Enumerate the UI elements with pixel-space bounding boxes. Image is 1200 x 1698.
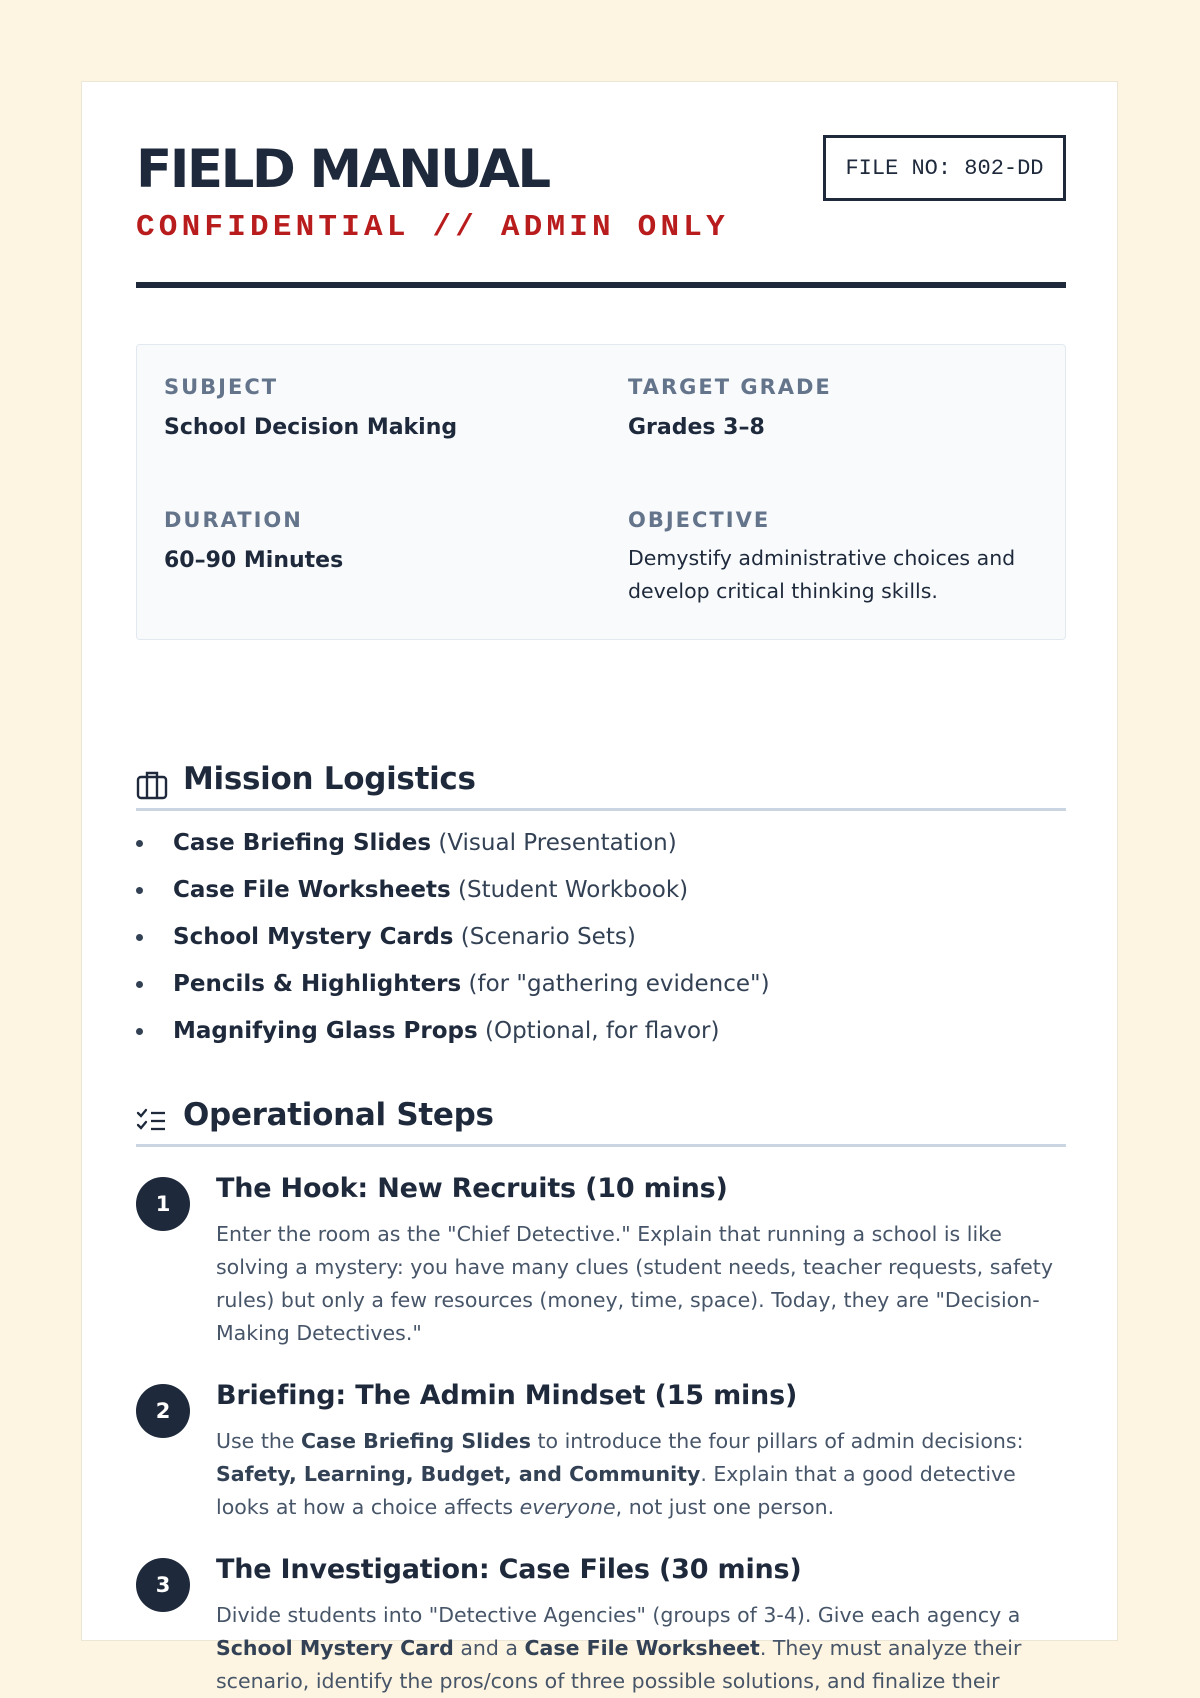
document-page <box>81 81 1118 1693</box>
step-emphasis: Case File Worksheet <box>524 1636 760 1660</box>
info-panel <box>136 344 1066 640</box>
target-grade-label: TARGET GRADE <box>628 375 832 399</box>
duration-cell <box>164 508 343 573</box>
step-emphasis: Case Briefing Slides <box>300 1429 531 1453</box>
target-grade-value: Grades 3–8 <box>628 415 765 440</box>
list-item <box>136 1013 1066 1060</box>
file-number-stamp: FILE NO: 802-DD <box>823 135 1066 201</box>
list-item-detail: (Visual Presentation) <box>438 830 677 856</box>
classification-label: CONFIDENTIAL // ADMIN ONLY <box>136 210 729 245</box>
duration-label: DURATION <box>164 508 303 532</box>
step-text: . Explain that a good detective looks at how a choice affects <box>216 1462 1016 1519</box>
step-body <box>216 1425 1066 1524</box>
duration-value: 60–90 Minutes <box>164 548 344 573</box>
steps-title: Operational Steps <box>183 1097 494 1133</box>
step-text: Divide students into "Detective Agencies" (groups of 3-4). Give each agency a <box>216 1603 1021 1627</box>
step-title: The Hook: New Recruits (10 mins) <box>216 1173 728 1204</box>
header-divider <box>136 282 1066 288</box>
list-item-detail: (for "gathering evidence") <box>468 971 770 997</box>
step-emphasis: School Mystery Card <box>216 1636 454 1660</box>
objective-cell <box>628 508 1028 608</box>
list-item-name: School Mystery Cards <box>173 924 454 950</box>
step-body: Enter the room as the "Chief Detective." Explain that running a school is like solving a mystery: you have many clues (student needs, teacher requests, safety rules) but only a few resources (money, time, space). Today, they are "Decision-Making Detectives." <box>216 1222 1053 1345</box>
objective-label: OBJECTIVE <box>628 508 771 532</box>
checklist-icon <box>136 1106 168 1136</box>
step-number-badge: 1 <box>136 1177 190 1231</box>
step-text: Use the <box>216 1429 301 1453</box>
list-item <box>136 919 1066 966</box>
step-text: and a <box>453 1636 525 1660</box>
step-text: , not just one person. <box>615 1495 835 1519</box>
subject-value: School Decision Making <box>164 415 458 440</box>
logistics-list <box>136 825 1066 1060</box>
step-number-badge: 3 <box>136 1558 190 1612</box>
step-title: The Investigation: Case Files (30 mins) <box>216 1554 802 1585</box>
logistics-title: Mission Logistics <box>183 761 476 797</box>
document-title: FIELD MANUAL <box>136 139 549 200</box>
objective-value: Demystify administrative choices and develop critical thinking skills. <box>628 546 1016 603</box>
list-item-detail: (Scenario Sets) <box>460 924 636 950</box>
steps-section-header <box>136 1095 1066 1147</box>
subject-label: SUBJECT <box>164 375 279 399</box>
briefcase-icon <box>136 770 168 800</box>
step-italic: everyone <box>519 1495 616 1519</box>
list-item-detail: (Student Workbook) <box>458 877 689 903</box>
step-body <box>216 1599 1066 1698</box>
target-grade-cell <box>628 375 832 440</box>
logistics-section-header <box>136 759 1066 811</box>
step-text: to introduce the four pillars of admin decisions: <box>530 1429 1024 1453</box>
step-text: . They must analyze their scenario, identify the pros/cons of three possible solutions, and finalize their <box>216 1636 1022 1693</box>
list-item <box>136 825 1066 872</box>
step-number-badge: 2 <box>136 1384 190 1438</box>
subject-cell <box>164 375 457 440</box>
list-item <box>136 872 1066 919</box>
step-title: Briefing: The Admin Mindset (15 mins) <box>216 1380 798 1411</box>
step-emphasis: Safety, Learning, Budget, and Community <box>216 1462 701 1486</box>
list-item-name: Pencils & Highlighters <box>173 971 462 997</box>
list-item <box>136 966 1066 1013</box>
list-item-name: Case File Worksheets <box>173 877 451 903</box>
list-item-name: Magnifying Glass Props <box>173 1018 478 1044</box>
list-item-detail: (Optional, for flavor) <box>485 1018 720 1044</box>
list-item-name: Case Briefing Slides <box>173 830 432 856</box>
